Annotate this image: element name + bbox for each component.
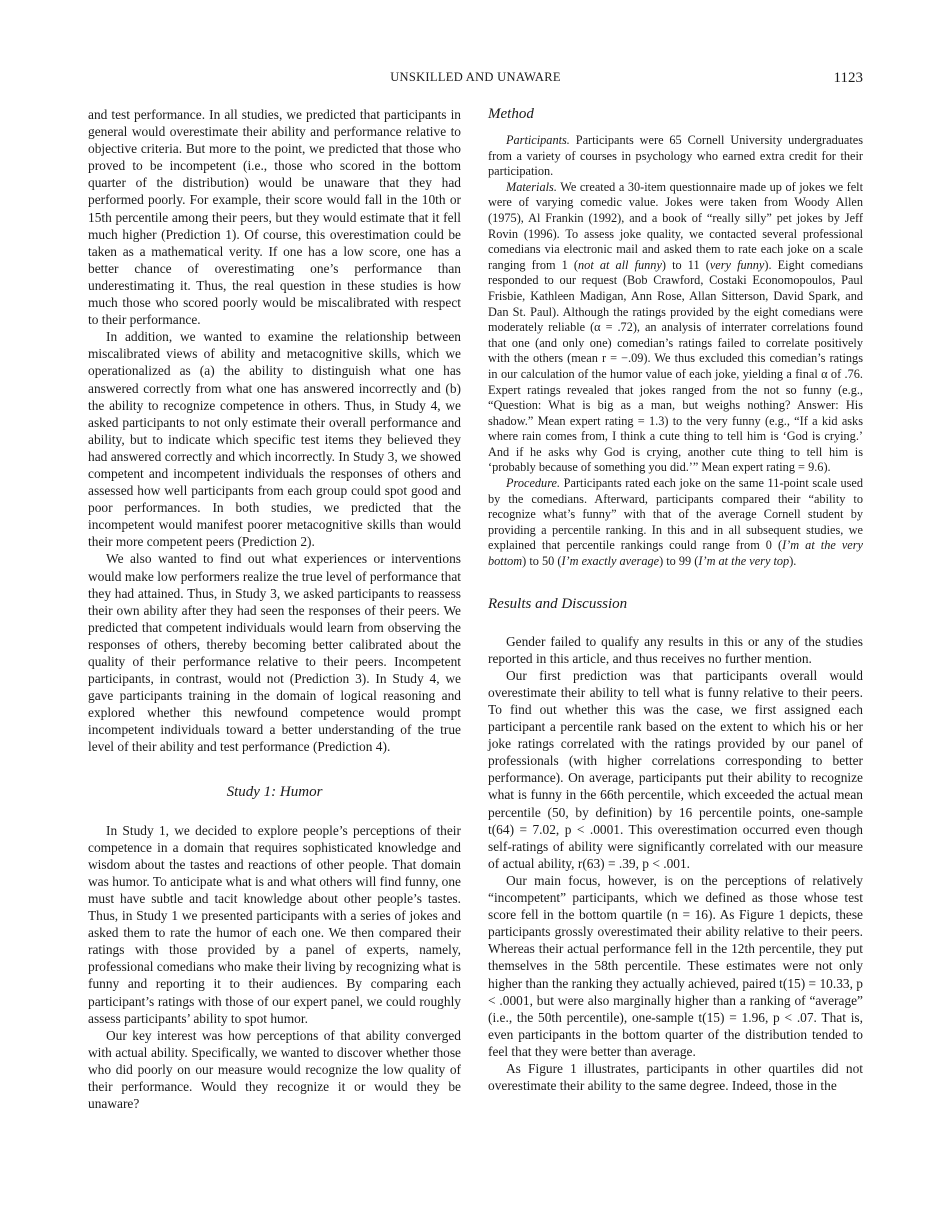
procedure-anchor-0: I’m at the very bottom	[488, 538, 863, 569]
procedure-label: Procedure.	[506, 476, 561, 491]
paragraph-study1-intro: In Study 1, we decided to explore people’s perceptions of their competence in a domain that requires sophisticated knowledge and wisdom about the tastes and reactions of other people. That domain was humor. To anticipate what is and what others will find funny, one must have subtle and tacit knowledge about other people’s tastes. Thus, in Study 1 we presented participants with a series of jokes and asked them to rate the humor of each one. We then compared their ratings with those provided by a panel of experts, namely, professional comedians who make their living by recognizing what is funny and reporting it to their audiences. By comparing each participant’s ratings with those of our expert panel, we could roughly assess participants’ ability to spot humor.	[88, 822, 461, 1026]
materials-text-c: ). Eight comedians responded to our request (Bob Crawford, Costaki Economopoulos, Paul Frisbie, Kathleen Madigan, Ann Rose, Allan Sitterson, David Spark, and Dan St. Paul). Although the ratings provided by the eight comedians were moderately reliable (α = .72), an analysis of interrater correlations found that one (and only one) comedian’s ratings failed to correlate positively with the others (mean r = −.09). We thus excluded this comedian’s ratings in our calculation of the humor value of each joke, yielding a final α of .76. Expert ratings revealed that jokes ranged from the not so funny (e.g., “Question: What is big as a man, but weighs nothing? Answer: His shadow.” Mean expert rating = 1.3) to the very funny (e.g., “If a kid asks where rain comes from, I think a cute thing to tell him is ‘God is crying.’ And if he asks why God is crying, another cute thing to tell him is ‘probably because of something you did.’” Mean expert rating = 9.6).	[488, 257, 864, 475]
paragraph-other-quartiles: As Figure 1 illustrates, participants in other quartiles did not overestimate their ability to the same degree. Indeed, those in the	[488, 1060, 863, 1094]
paragraph-interventions: We also wanted to find out what experiences or interventions would make low performers realize the true level of performance that they had attained. Thus, in Study 3, we asked participants to reassess their own ability after they had seen the responses of their peers. We predicted that competent individuals would learn from observing the responses of others, thereby becoming better calibrated about the quality of their performance relative to their peers. Incompetent participants, in contrast, would not (Prediction 3). In Study 4, we gave participants training in the domain of logical reasoning and explored whether this newfound competence would prompt incompetent individuals toward a better understanding of the true level of their ability and test performance (Prediction 4).	[88, 551, 461, 755]
participants-text: Participants were 65 Cornell University undergraduates from a variety of courses in psychology who earned extra credit for their participation.	[488, 133, 863, 179]
procedure-text-b: ) to 50 (	[522, 554, 562, 569]
paragraph-main-focus: Our main focus, however, is on the perceptions of relatively “incompetent” participants, which we defined as those whose test score fell in the bottom quartile (n = 16). As Figure 1 depicts, these participants grossly overestimated their ability relative to their peers. Whereas their actual performance fell in the 12th percentile, they put themselves in the 58th percentile. These estimates were not only higher than the ranking they actually achieved, paired t(15) = 10.33, p < .0001, but were also marginally higher than a ranking of “average” (i.e., the 50th percentile), one-sample t(15) = 1.96, p < .07. That is, even participants in the bottom quarter of the distribution tended to feel that they were better than average.	[488, 872, 863, 1059]
procedure-text-c: ) to 99 (	[659, 554, 699, 569]
study-1-heading: Study 1: Humor	[226, 783, 323, 800]
paragraph-predictions: and test performance. In all studies, we predicted that participants in general would overestimate their ability and performance relative to objective criteria. But more to the point, we predicted that those who proved to be incompetent (i.e., those who scored in the bottom quarter of the distribution) would be unaware that they had performed poorly. For example, their score would fall in the 10th or 15th percentile among their peers, but they would estimate that it fell much higher (Prediction 1). Of course, this overestimation could be taken as a mathematical verity. If one has a low score, one has a better chance of overestimating one’s performance than underestimating it. Thus, the real question in these studies is how much those who scored poorly would be miscalibrated with respect to their performance.	[88, 107, 461, 328]
participants-label: Participants.	[506, 133, 570, 147]
materials-text-b: ) to 11 (	[661, 257, 710, 272]
running-head: UNSKILLED AND UNAWARE	[390, 70, 561, 84]
materials-scale-high: very funny	[709, 257, 765, 272]
materials-label: Materials.	[506, 179, 557, 194]
paragraph-metacognition: In addition, we wanted to examine the relationship between miscalibrated views of ability and metacognitive skills, which we operationalized as (a) the ability to distinguish what one has answered correctly from what one has answered incorrectly and (b) the ability to recognize competence in others. Thus, in Study 4, we asked participants to not only estimate their overall performance and ability, but to indicate which specific test items they believed they had answered correctly and which incorrectly. In Study 3, we showed competent and incompetent individuals the responses of others and assessed how well participants from each group could spot good and poor performances. In both studies, we predicted that the incompetent would manifest poorer metacognitive skills than would their more competent peers (Prediction 2).	[88, 329, 461, 550]
paragraph-gender: Gender failed to qualify any results in this or any of the studies reported in this article, and thus receives no further mention.	[488, 633, 863, 666]
paragraph-first-prediction: Our first prediction was that participants overall would overestimate their ability to tell what is funny relative to their peers. To find out whether this was the case, we first assigned each participant a percentile rank based on the extent to which his or her joke ratings correlated with the ratings provided by our panel of professionals (with higher correlations corresponding to better performance). On average, participants put their ability to recognize what is funny in the 66th percentile, which exceeded the actual mean percentile (50, by definition) by 16 percentile points, one-sample t(64) = 7.02, p < .0001. This overestimation occurred even though self-ratings of ability were significantly correlated with our measure of actual ability, r(63) = .39, p < .001.	[488, 667, 863, 871]
paragraph-procedure	[488, 476, 863, 570]
procedure-anchor-50: I’m exactly average	[561, 554, 660, 569]
method-heading: Method	[488, 106, 534, 122]
materials-scale-low: not at all funny	[578, 257, 662, 272]
results-heading: Results and Discussion	[488, 595, 628, 612]
procedure-text-a: Participants rated each joke on the same 11-point scale used by the comedians. Afterward, participants compared their “ability to recognize what’s funny” with that of the average Cornell student by providing a percentile ranking. In this and in all subsequent studies, we explained that percentile rankings could range from 0 (	[488, 476, 863, 553]
procedure-text-d: ).	[789, 554, 797, 569]
materials-text-a: We created a 30-item questionnaire made up of jokes we felt were of varying comedic value. Jokes were taken from Woody Allen (1975), Al Frankin (1992), and a book of “really silly” pet jokes by Jeff Rovin (1996). To assess joke quality, we contacted several professional comedians via electronic mail and asked them to rate each joke on a scale ranging from 1 (	[488, 179, 863, 272]
paragraph-materials	[488, 180, 863, 476]
paragraph-participants	[488, 133, 863, 180]
left-column	[88, 106, 461, 1112]
right-column	[488, 106, 863, 1094]
procedure-anchor-99: I’m at the very top	[698, 554, 790, 569]
page-header	[88, 70, 863, 90]
paragraph-key-interest: Our key interest was how perceptions of that ability converged with actual ability. Specifically, we wanted to discover whether those who did poorly on our measure would recognize the low quality of their performance. Would they recognize it or would they be unaware?	[88, 1027, 461, 1112]
page-number: 1123	[833, 70, 863, 86]
